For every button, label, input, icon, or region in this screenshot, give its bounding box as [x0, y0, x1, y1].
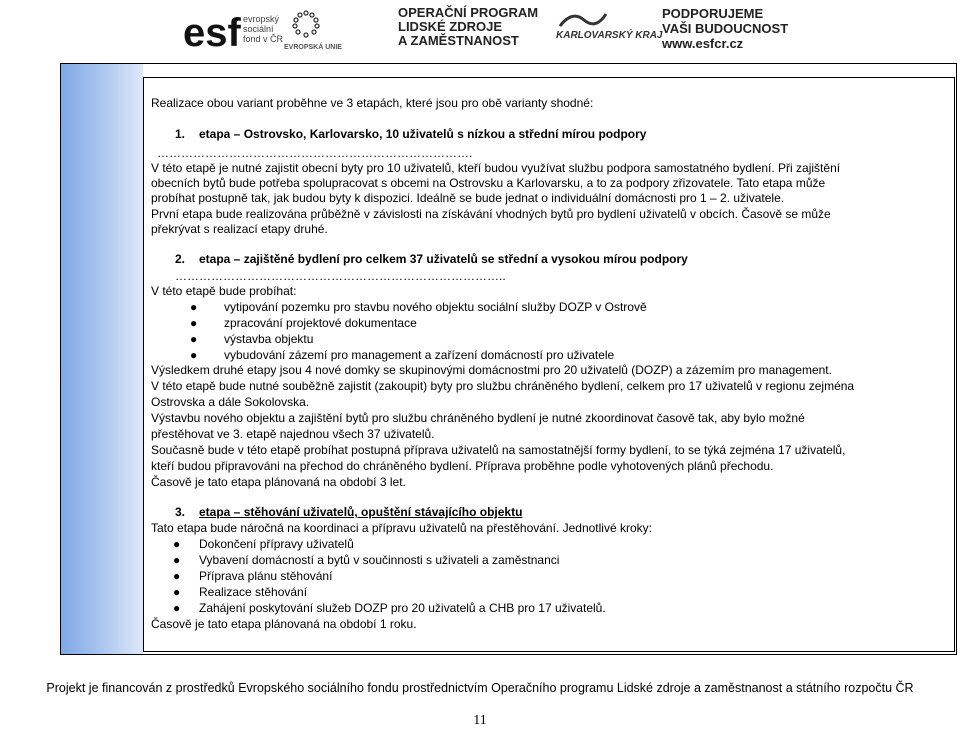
- stage1-line: V této etapě je nutné zajistit obecní byty pro 10 uživatelů, kteří budou využívat službu podpora samostatného bydlení. Při zajištění: [151, 161, 841, 175]
- esf-text-line: fond v ČR: [243, 34, 284, 44]
- stage1-title: etapa – Ostrovsko, Karlovarsko, 10 uživatelů s nízkou a střední mírou podpory: [199, 127, 647, 141]
- bullet-icon: ●: [190, 348, 198, 362]
- op-lzz-logo: [398, 6, 538, 52]
- bullet-icon: ●: [173, 553, 181, 567]
- stage2-line: přestěhovat ve 3. etapě najednou všech 37 uživatelů.: [151, 427, 435, 441]
- stage1-line: obecních bytů bude potřeba spolupracovat s obcemi na Ostrovsku a Karlovarsku, a to za podpory zřizovatele. Tato etapa může: [151, 176, 826, 190]
- intro-text: Realizace obou variant proběhne ve 3 etapách, které jsou pro obě varianty shodné:: [151, 96, 594, 110]
- esf-text-line: evropský: [243, 14, 280, 24]
- bullet-icon: ●: [173, 569, 181, 583]
- stage3-end: Časově je tato etapa plánovaná na období 1 roku.: [151, 617, 417, 631]
- stage3-bullet: Vybavení domácností a bytů v součinnosti s uživateli a zaměstnanci: [199, 553, 560, 567]
- esf-logo-text: [243, 14, 283, 44]
- bullet-icon: ●: [190, 332, 198, 346]
- bullet-icon: ●: [173, 585, 181, 599]
- stage1-number: 1.: [175, 127, 186, 141]
- kraj-emblem-icon: [558, 8, 608, 30]
- stage2-line: Výstavbu nového objektu a zajištění bytů pro službu chráněného bydlení je nutné zkoordinovat časově tak, aby bylo možné: [151, 411, 805, 425]
- stage2-line: Výsledkem druhé etapy jsou 4 nové domky se skupinovými domácnostmi pro 20 uživatelů (DOZP) a zázemím pro management.: [151, 363, 832, 377]
- stage1-line: probíhat postupně tak, jak budou byty k dispozici. Ideálně se bude jednat o individuální domácnosti pro 1 – 2. uživatele.: [151, 191, 785, 205]
- esf-text-line: sociální: [243, 24, 274, 34]
- op-logo-line: OPERAČNÍ PROGRAM: [398, 5, 539, 20]
- stage2-intro: V této etapě bude probíhat:: [151, 284, 297, 298]
- stage3-number: 3.: [175, 505, 186, 519]
- stage2-bullet: vybudování zázemí pro management a zařízení domácností pro uživatele: [224, 348, 615, 362]
- stage3-bullet: Realizace stěhování: [199, 585, 308, 599]
- bullet-icon: ●: [190, 316, 198, 330]
- eu-logo-text: EVROPSKÁ UNIE: [284, 44, 342, 51]
- kraj-logo-text: KARLOVARSKÝ KRAJ: [556, 30, 663, 41]
- bullet-icon: ●: [190, 300, 198, 314]
- pod-logo-line: PODPORUJEME: [662, 6, 764, 21]
- side-gradient-bar: [61, 64, 143, 654]
- stage2-bullet: zpracování projektové dokumentace: [224, 316, 417, 330]
- eu-flag-icon: [286, 8, 326, 40]
- stage3-bullet: Příprava plánu stěhování: [199, 569, 333, 583]
- stage1-line: První etapa bude realizována průběžně v závislosti na získávání vhodných bytů pro bydlení uživatelů v obcích. Časově se může: [151, 207, 831, 221]
- pod-logo-line: VAŠI BUDOUCNOST: [662, 21, 789, 36]
- stage2-bullet: výstavba objektu: [224, 332, 314, 346]
- bullet-icon: ●: [173, 601, 181, 615]
- stage3-intro: Tato etapa bude náročná na koordinaci a přípravu uživatelů na přestěhování. Jednotlivé kroky:: [151, 521, 652, 535]
- stage2-line: Současně bude v této etapě probíhat postupná příprava uživatelů na samostatnější formy bydlení, to se týká zejména 17 uživatelů,: [151, 443, 846, 457]
- footer-text: Projekt je financován z prostředků Evropského sociálního fondu prostřednictvím Operačního programu Lidské zdroje a zaměstnanost a státního rozpočtu ČR: [46, 681, 914, 695]
- stage1-line: překrývat s realizací etapy druhé.: [151, 222, 328, 236]
- bullet-icon: ●: [173, 537, 181, 551]
- podporujeme-logo: [662, 6, 802, 52]
- stage3-bullet: Zahájení poskytování služeb DOZP pro 20 uživatelů a CHB pro 17 uživatelů.: [199, 601, 606, 615]
- karlovarsky-kraj-logo: [550, 8, 663, 58]
- stage3-bullet: Dokončení přípravy uživatelů: [199, 537, 354, 551]
- op-logo-line: LIDSKÉ ZDROJE: [398, 19, 503, 34]
- stage3-title: etapa – stěhování uživatelů, opuštění stávajícího objektu: [199, 505, 523, 519]
- esf-logo-mark: [183, 6, 243, 52]
- stage2-line: Ostrovska a dále Sokolovska.: [151, 395, 310, 409]
- page-number: 11: [473, 713, 487, 728]
- stage2-line: kteří budou připravováni na přechod do chráněného bydlení. Příprava proběhne podle vyhotovených plánů přechodu.: [151, 459, 774, 473]
- stage2-line: Časově je tato etapa plánovaná na období 3 let.: [151, 475, 406, 489]
- esf-logo: [183, 4, 373, 54]
- stage2-line: V této etapě bude nutné souběžně zajistit (zakoupit) byty pro službu chráněného bydlení, celkem pro 17 uživatelů v regionu zejména: [151, 379, 855, 393]
- stage2-title: etapa – zajištěné bydlení pro celkem 37 uživatelů se střední a vysokou mírou podpory: [199, 252, 688, 266]
- svg-text:esf: esf: [183, 11, 241, 52]
- stage2-dots: ………………………………………………………………………..: [175, 269, 506, 283]
- op-logo-line: A ZAMĚSTNANOST: [398, 33, 519, 48]
- stage2-bullet: vytipování pozemku pro stavbu nového objektu sociální služby DOZP v Ostrově: [224, 300, 647, 314]
- stage1-dots: …………………………………………………………………….: [157, 146, 473, 160]
- pod-logo-line: www.esfcr.cz: [662, 36, 744, 51]
- stage2-number: 2.: [175, 252, 186, 266]
